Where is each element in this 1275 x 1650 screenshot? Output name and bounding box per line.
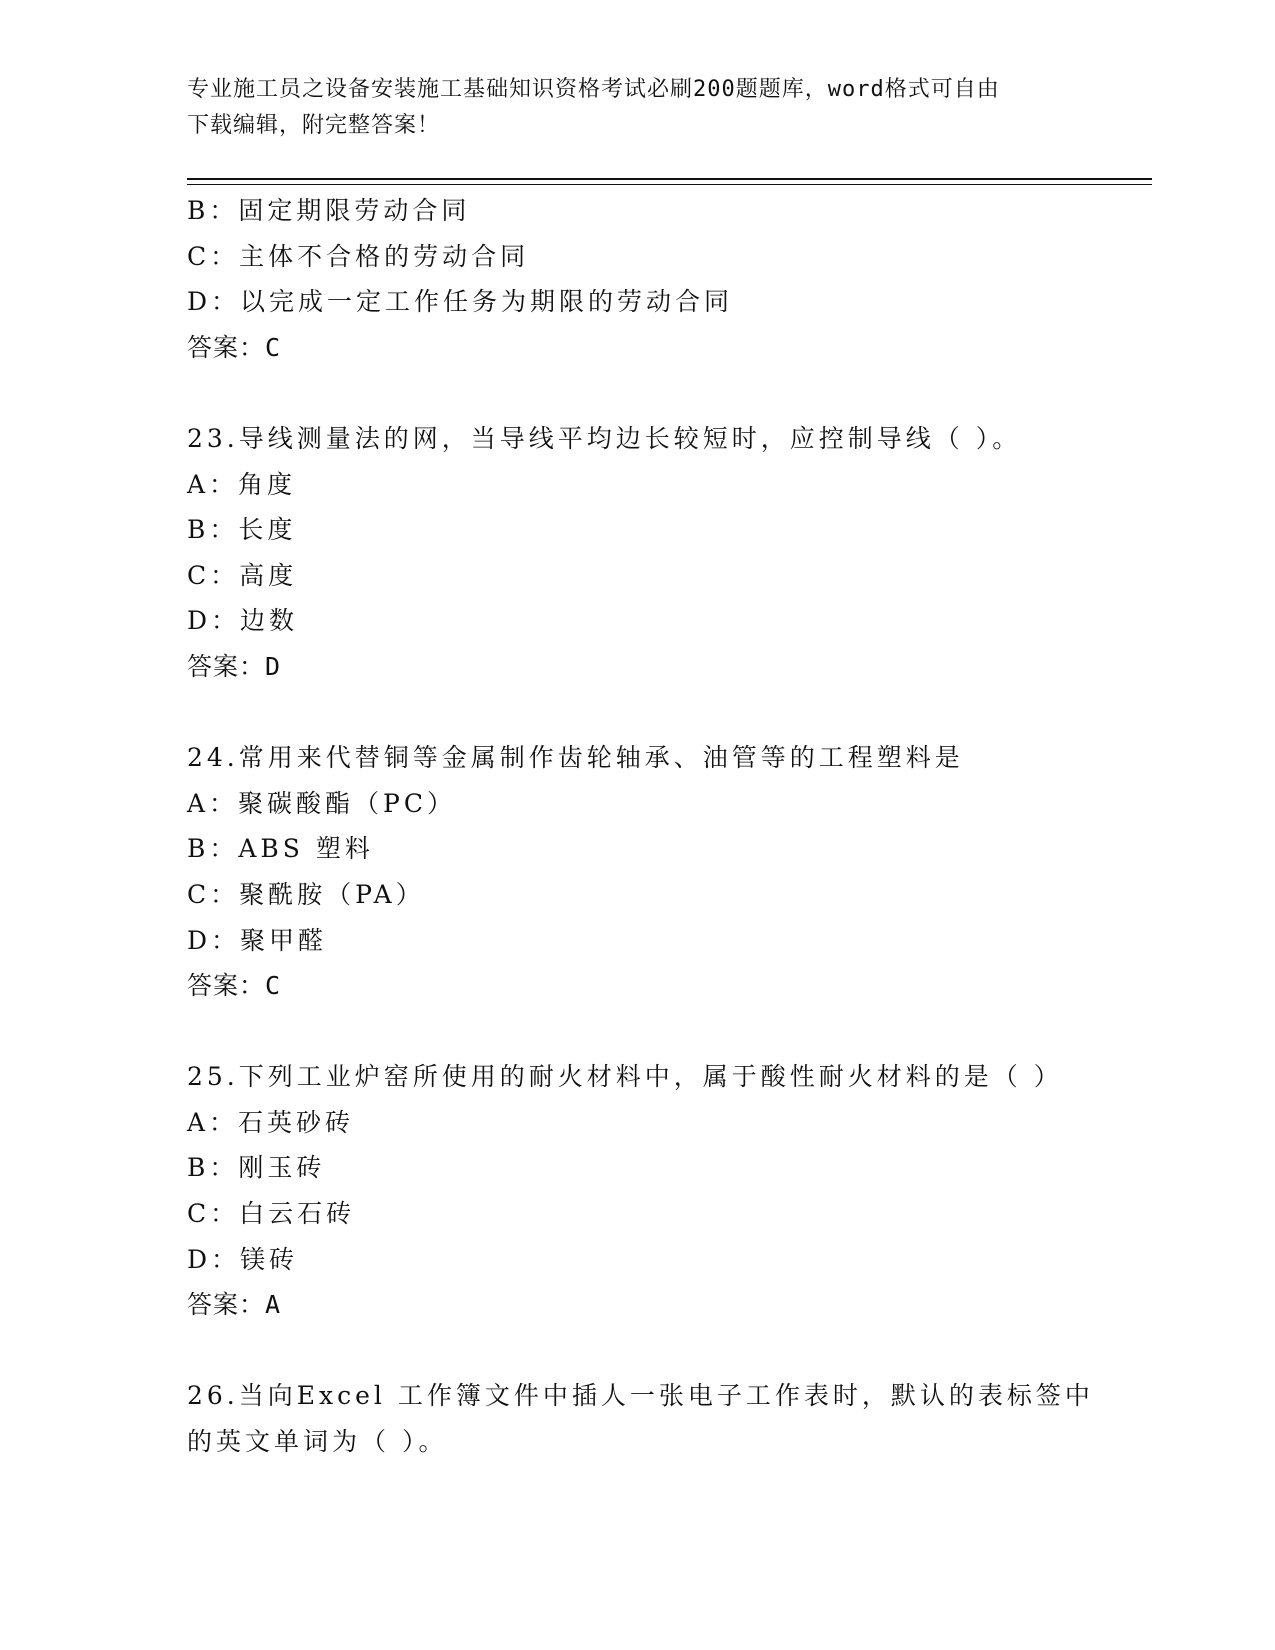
question-25-block bbox=[187, 1054, 1087, 1328]
question-title: 25.下列工业炉窑所使用的耐火材料中，属于酸性耐火材料的是（ ） bbox=[187, 1062, 1063, 1092]
option-c: C：白云石砖 bbox=[187, 1199, 356, 1229]
spacer bbox=[187, 370, 1087, 416]
spacer bbox=[187, 690, 1087, 736]
option-c: C：聚酰胺（PA） bbox=[187, 879, 425, 909]
option-a: A：角度 bbox=[187, 469, 297, 499]
option-b: B：ABS 塑料 bbox=[187, 834, 374, 864]
option-b: B：长度 bbox=[187, 515, 297, 545]
answer-line: 答案：D bbox=[187, 651, 282, 681]
question-26-block bbox=[187, 1373, 1094, 1464]
question-23-block bbox=[187, 416, 1087, 690]
header-divider-thick bbox=[187, 178, 1152, 180]
header-title-line-1: 专业施工员之设备安装施工基础知识资格考试必刷200题题库，word格式可自由 bbox=[187, 77, 1000, 102]
header-divider-thin bbox=[187, 184, 1152, 185]
option-d: D：聚甲醛 bbox=[187, 925, 328, 955]
option-d: D：镁砖 bbox=[187, 1244, 299, 1274]
option-d: D：边数 bbox=[187, 606, 299, 636]
question-24-block bbox=[187, 735, 1087, 1009]
spacer bbox=[187, 1328, 1087, 1374]
option-b: B：刚玉砖 bbox=[187, 1153, 326, 1183]
document-header bbox=[187, 72, 1067, 144]
option-c: C：高度 bbox=[187, 560, 298, 590]
answer-line: 答案：C bbox=[187, 971, 282, 1001]
question-list bbox=[187, 188, 1094, 1465]
question-title-line-1: 26.当向Excel 工作簿文件中插人一张电子工作表时，默认的表标签中 bbox=[187, 1381, 1094, 1411]
option-b: B：固定期限劳动合同 bbox=[187, 196, 471, 225]
option-a: A：石英砂砖 bbox=[187, 1107, 355, 1137]
header-title-line-2: 下载编辑，附完整答案！ bbox=[187, 113, 441, 138]
question-title-line-2: 的英文单词为（ ）。 bbox=[187, 1427, 448, 1457]
answer-line: 答案：A bbox=[187, 1290, 282, 1320]
spacer bbox=[187, 1009, 1087, 1055]
question-title: 23.导线测量法的网，当导线平均边长较短时，应控制导线（ ）。 bbox=[187, 423, 1022, 453]
question-22-block bbox=[187, 188, 1087, 370]
option-d: D：以完成一定工作任务为期限的劳动合同 bbox=[187, 287, 734, 317]
option-a: A：聚碳酸酯（PC） bbox=[187, 788, 457, 818]
answer-line: 答案：C bbox=[187, 332, 282, 362]
option-c: C：主体不合格的劳动合同 bbox=[187, 241, 530, 271]
question-title: 24.常用来代替铜等金属制作齿轮轴承、油管等的工程塑料是 bbox=[187, 743, 964, 773]
